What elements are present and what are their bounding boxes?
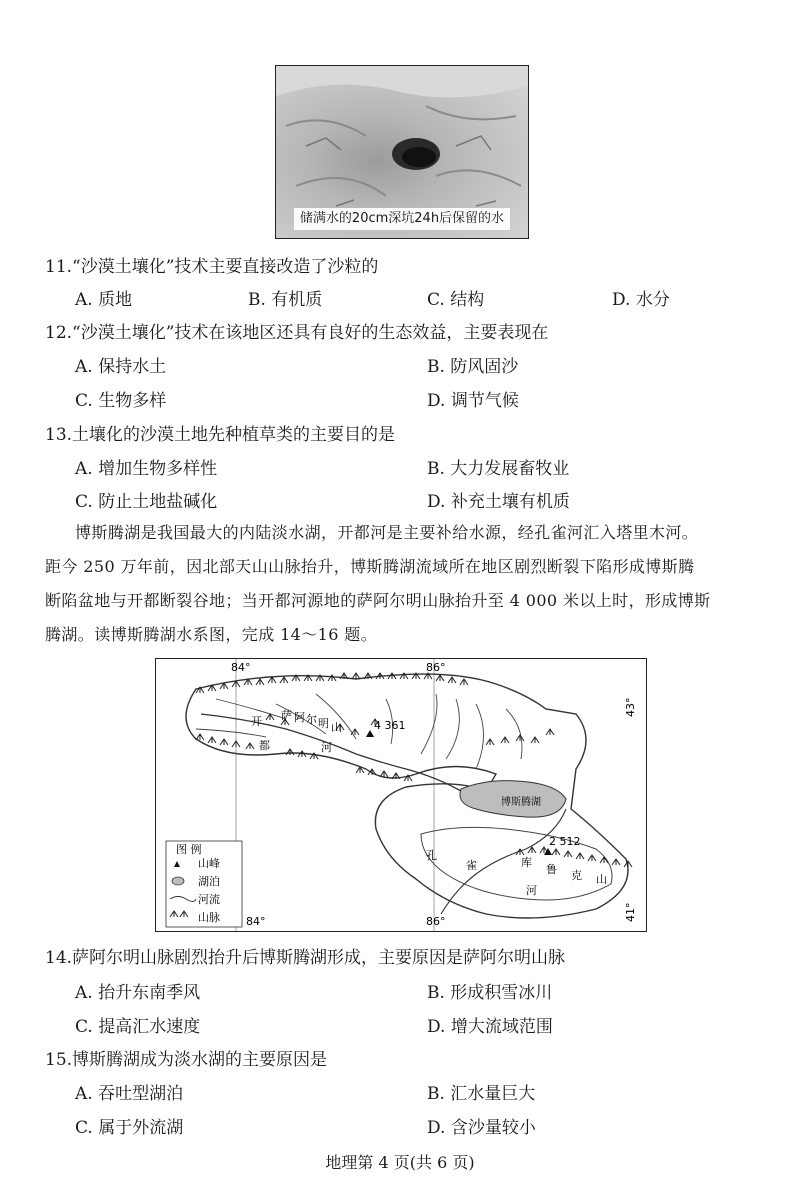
legend-peak: 山峰 xyxy=(198,857,220,870)
question-12: 12.“沙漠土壤化”技术在该地区还具有良好的生态效益，主要表现在 xyxy=(45,323,549,343)
bosten-lake-map xyxy=(155,658,647,932)
kuluke-label-1: 库 xyxy=(521,856,532,869)
option-12-d: D. 调节气候 xyxy=(427,391,519,411)
reading-passage xyxy=(75,516,765,550)
option-11-d: D. 水分 xyxy=(612,290,670,310)
saaerming-label-3: 尔 xyxy=(306,713,317,726)
option-14-c: C. 提高汇水速度 xyxy=(75,1017,201,1037)
lon-label-84-top: 84° xyxy=(231,661,251,674)
question-13: 13.土壤化的沙漠土地先种植草类的主要目的是 xyxy=(45,425,396,445)
kaidu-label-3: 河 xyxy=(321,741,332,754)
lat-label-43: 43° xyxy=(624,697,637,717)
lon-label-84-bottom: 84° xyxy=(246,915,266,928)
option-11-c: C. 结构 xyxy=(427,290,485,310)
passage-line: 博斯腾湖是我国最大的内陆淡水湖，开都河是主要补给水源，经孔雀河汇入塔里木河。 xyxy=(75,523,699,542)
peak-label-4361: 4 361 xyxy=(374,719,406,732)
peak-icon xyxy=(366,730,374,737)
legend-mountain: 山脉 xyxy=(198,911,220,924)
option-13-c: C. 防止土地盐碱化 xyxy=(75,492,218,512)
question-11: 11.“沙漠土壤化”技术主要直接改造了沙粒的 xyxy=(45,257,379,277)
question-15: 15.博斯腾湖成为淡水湖的主要原因是 xyxy=(45,1050,328,1070)
map-legend xyxy=(166,841,242,927)
passage-line: 距今 250 万年前，因北部天山山脉抬升，博斯腾湖流域所在地区剧烈断裂下陷形成博斯腾 xyxy=(45,557,695,576)
lake-name-label: 博斯腾湖 xyxy=(501,797,541,808)
mountain-range-north xyxy=(196,673,468,693)
option-11-b: B. 有机质 xyxy=(248,290,323,310)
kongque-label-3: 河 xyxy=(526,884,537,897)
option-13-a: A. 增加生物多样性 xyxy=(75,459,218,479)
option-12-b: B. 防风固沙 xyxy=(427,357,519,377)
passage-line: 腾湖。读博斯腾湖水系图，完成 14～16 题。 xyxy=(45,625,378,644)
legend-river: 河流 xyxy=(198,893,220,906)
photo-caption: 储满水的20cm深坑24h后保留的水 xyxy=(294,208,510,230)
kongque-label-2: 雀 xyxy=(466,859,477,872)
option-12-a: A. 保持水土 xyxy=(75,357,167,377)
kaidu-label-1: 开 xyxy=(251,715,262,728)
soil-pit-photo xyxy=(275,65,529,239)
map-figure xyxy=(156,659,646,931)
kaidu-label-2: 都 xyxy=(259,739,270,752)
legend-title: 图 例 xyxy=(176,843,202,856)
saaerming-label-1: 萨 xyxy=(281,709,292,722)
passage-line: 断陷盆地与开都断裂谷地；当开都河源地的萨阿尔明山脉抬升至 4 000 米以上时，形成博斯 xyxy=(45,591,711,610)
option-12-c: C. 生物多样 xyxy=(75,391,167,411)
legend-lake-icon xyxy=(172,877,184,885)
kuluke-label-3: 克 xyxy=(571,869,582,882)
option-14-a: A. 抬升东南季风 xyxy=(75,983,201,1003)
mountain-range-south xyxy=(516,847,632,867)
option-15-c: C. 属于外流湖 xyxy=(75,1118,184,1138)
option-14-d: D. 增大流域范围 xyxy=(427,1017,553,1037)
lon-label-86-bottom: 86° xyxy=(426,915,446,928)
option-15-d: D. 含沙量较小 xyxy=(427,1118,536,1138)
option-14-b: B. 形成积雪冰川 xyxy=(427,983,553,1003)
option-15-a: A. 吞吐型湖泊 xyxy=(75,1084,184,1104)
saaerming-label-5: 山 xyxy=(331,721,342,734)
lat-label-41: 41° xyxy=(624,902,637,922)
saaerming-label-4: 明 xyxy=(318,717,329,730)
peak-label-2512: 2 512 xyxy=(549,835,581,848)
page-footer: 地理第 4 页(共 6 页) xyxy=(325,1153,475,1172)
option-13-b: B. 大力发展畜牧业 xyxy=(427,459,570,479)
option-13-d: D. 补充土壤有机质 xyxy=(427,492,570,512)
legend-lake: 湖泊 xyxy=(198,875,220,888)
kuluke-label-2: 鲁 xyxy=(546,863,557,876)
reading-passage-cont xyxy=(45,550,765,652)
question-14: 14.萨阿尔明山脉剧烈抬升后博斯腾湖形成，主要原因是萨阿尔明山脉 xyxy=(45,948,566,968)
kongque-label-1: 孔 xyxy=(426,849,437,862)
lon-label-86-top: 86° xyxy=(426,661,446,674)
kuluke-label-4: 山 xyxy=(596,873,607,886)
option-15-b: B. 汇水量巨大 xyxy=(427,1084,536,1104)
saaerming-label-2: 阿 xyxy=(294,711,305,724)
option-11-a: A. 质地 xyxy=(75,290,133,310)
